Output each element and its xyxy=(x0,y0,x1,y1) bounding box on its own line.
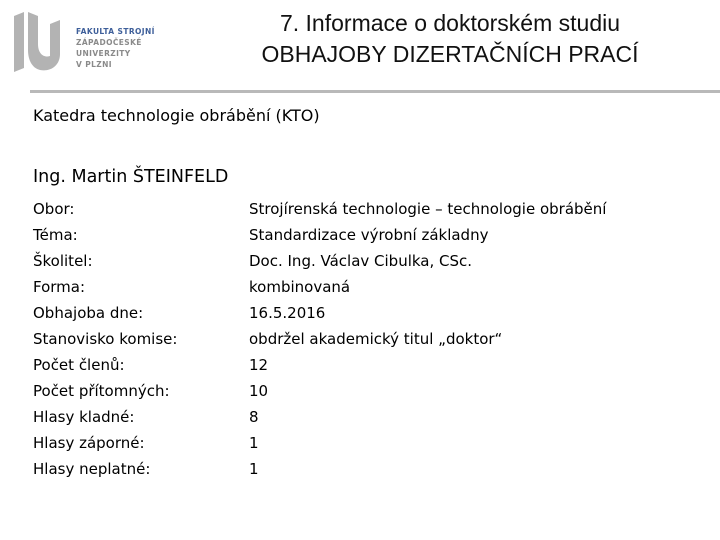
details-table xyxy=(33,196,693,482)
detail-label: Stanovisko komise: xyxy=(33,330,178,348)
detail-row-votes-against xyxy=(33,430,693,456)
detail-row-topic xyxy=(33,222,693,248)
detail-row-votes-for xyxy=(33,404,693,430)
department-heading: Katedra technologie obrábění (KTO) xyxy=(33,106,320,125)
detail-row-form xyxy=(33,274,693,300)
detail-row-field xyxy=(33,196,693,222)
slide-title xyxy=(190,8,710,70)
detail-label: Téma: xyxy=(33,226,78,244)
detail-value: Doc. Ing. Václav Cibulka, CSc. xyxy=(249,252,473,270)
logo-text xyxy=(76,26,155,70)
detail-label: Školitel: xyxy=(33,252,93,270)
detail-value: 1 xyxy=(249,460,259,478)
faculty-logo-icon xyxy=(12,10,68,72)
university-logo xyxy=(12,8,162,72)
detail-label: Počet přítomných: xyxy=(33,382,170,400)
detail-value: Strojírenská technologie – technologie obrábění xyxy=(249,200,607,218)
detail-label: Forma: xyxy=(33,278,86,296)
header-divider xyxy=(30,90,720,93)
title-line-1: 7. Informace o doktorském studiu xyxy=(279,10,621,36)
detail-row-members xyxy=(33,352,693,378)
logo-line-1: FAKULTA STROJNÍ xyxy=(76,27,155,36)
detail-row-votes-invalid xyxy=(33,456,693,482)
detail-label: Obor: xyxy=(33,200,75,218)
detail-value: 10 xyxy=(249,382,269,400)
detail-value: 8 xyxy=(249,408,259,426)
detail-label: Počet členů: xyxy=(33,356,125,374)
detail-value: 1 xyxy=(249,434,259,452)
title-line-2: OBHAJOBY DIZERTAČNÍCH PRACÍ xyxy=(261,41,639,67)
detail-value: Standardizace výrobní základny xyxy=(249,226,489,244)
candidate-name: Ing. Martin ŠTEINFELD xyxy=(33,167,229,187)
detail-row-committee-statement xyxy=(33,326,693,352)
detail-value: 12 xyxy=(249,356,269,374)
detail-value: 16.5.2016 xyxy=(249,304,326,322)
detail-value: kombinovaná xyxy=(249,278,351,296)
detail-value: obdržel akademický titul „doktor“ xyxy=(249,330,503,348)
detail-row-defense-date xyxy=(33,300,693,326)
logo-line-4: V PLZNI xyxy=(76,60,112,69)
detail-row-present xyxy=(33,378,693,404)
logo-line-2: ZÁPADOČESKÉ xyxy=(76,38,142,47)
detail-label: Hlasy kladné: xyxy=(33,408,135,426)
detail-row-supervisor xyxy=(33,248,693,274)
detail-label: Hlasy záporné: xyxy=(33,434,145,452)
logo-line-3: UNIVERZITY xyxy=(76,49,131,58)
detail-label: Hlasy neplatné: xyxy=(33,460,151,478)
detail-label: Obhajoba dne: xyxy=(33,304,144,322)
